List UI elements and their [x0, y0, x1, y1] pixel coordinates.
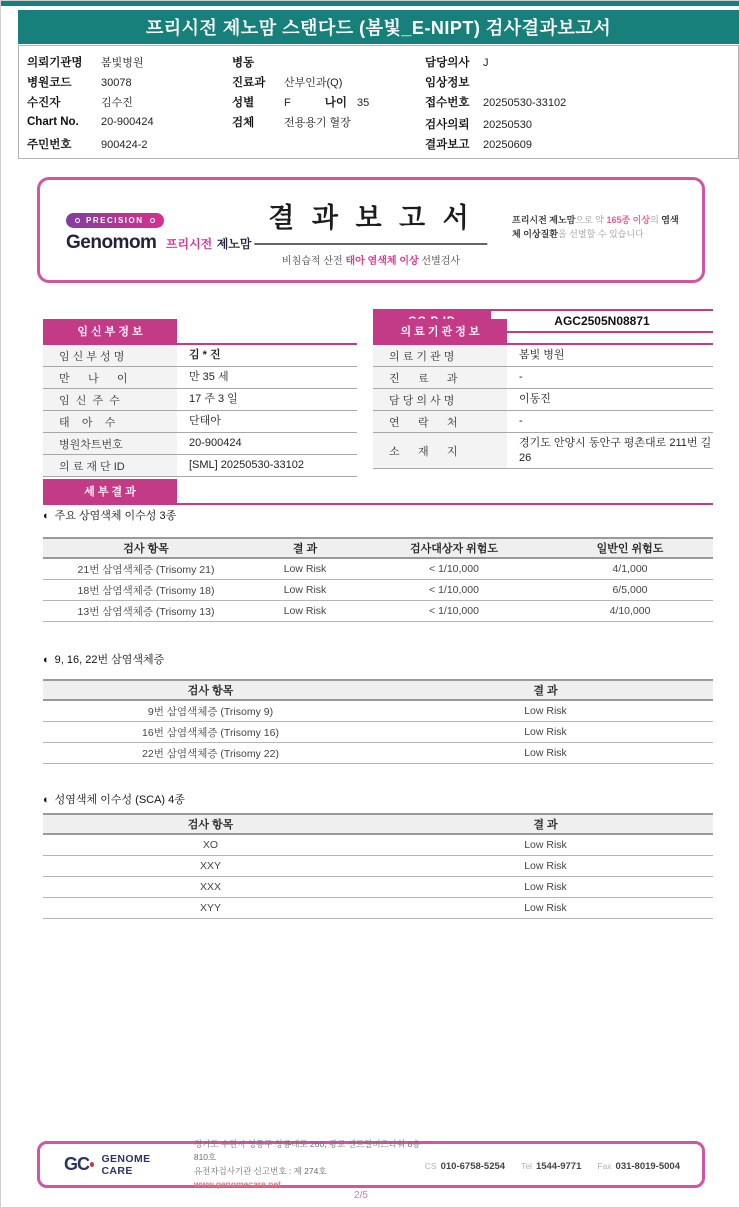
clinic-info-title: 의 료 기 관 정 보 — [373, 319, 507, 343]
table-header-row — [43, 679, 713, 701]
patient-info-panel — [18, 45, 739, 159]
test-result: Low Risk — [283, 584, 327, 596]
field-label: 나이 — [324, 97, 347, 109]
desc-highlight: 165종 이상 — [606, 215, 651, 225]
patient-row — [27, 116, 154, 136]
section-heading-text: 성염색체 이수성 (SCA) 4종 — [54, 794, 185, 806]
subtitle-text: 비침습적 산전 — [281, 256, 343, 267]
field-label: 의뢰기관명 — [27, 57, 83, 69]
brand-kr-dark: 제노맘 — [216, 237, 252, 251]
subtitle-highlight: 태아 염색체 이상 — [345, 256, 419, 267]
address-line: 경기도 수원시 영통구 창룡대로 260, 광교 센트럴비즈타워 8층 810호 — [193, 1139, 421, 1163]
table-row — [43, 345, 357, 367]
test-result: Low Risk — [283, 605, 327, 617]
column-header: 검사 항목 — [187, 685, 234, 697]
table-row — [43, 559, 713, 580]
row-value: 만 35 세 — [189, 371, 229, 384]
patient-info-col2 — [232, 54, 369, 134]
row-value: - — [519, 371, 523, 384]
test-item: XYY — [199, 902, 221, 914]
field-value: 김수진 — [101, 97, 133, 109]
table-row — [43, 722, 713, 743]
genome-care-name: GENOME CARE — [101, 1152, 151, 1177]
row-value: 17 주 3 일 — [189, 393, 238, 406]
row-value: 20-900424 — [189, 437, 242, 450]
subject-risk: < 1/10,000 — [429, 605, 479, 617]
row-label: 소 재 지 — [373, 433, 507, 468]
patient-row — [27, 136, 154, 156]
section-heading-text: 주요 상염색체 이수성 3종 — [54, 510, 177, 522]
test-result: Low Risk — [524, 839, 567, 851]
contact-value: 1544-9771 — [535, 1160, 582, 1172]
detail-results-title: 세 부 결 과 — [43, 479, 177, 503]
field-value: 35 — [356, 97, 370, 109]
table-header-row — [43, 813, 713, 835]
top-accent-strip — [1, 1, 740, 6]
row-label: 의 료 기 관 명 — [373, 345, 507, 366]
half-circle-bullet-icon: ◐ — [43, 794, 50, 806]
test-item: 22번 삼염색체증 (Trisomy 22) — [142, 747, 279, 760]
section-heading-text: 9, 16, 22번 삼염색체증 — [54, 654, 165, 666]
detail-results-header — [43, 479, 713, 505]
row-value: 김 * 진 — [189, 349, 221, 362]
page-number: 2/5 — [354, 1190, 368, 1201]
contact-label: CS — [424, 1160, 437, 1171]
field-label: 주민번호 — [27, 139, 72, 151]
test-item: XXY — [199, 860, 221, 872]
field-label: 담당의사 — [425, 57, 470, 69]
test-item: 9번 삼염색체증 (Trisomy 9) — [147, 705, 274, 718]
column-header: 검사대상자 위험도 — [409, 543, 499, 555]
field-value: 20-900424 — [101, 116, 154, 128]
field-value: F — [284, 97, 291, 109]
field-label: 성별 — [232, 97, 255, 109]
patient-info-col3 — [425, 54, 566, 156]
test-result: Low Risk — [524, 726, 567, 738]
desc-text: 을 선별할 수 있습니다 — [557, 228, 644, 239]
precision-badge — [66, 213, 164, 228]
test-item: 16번 삼염색체증 (Trisomy 16) — [142, 726, 279, 739]
table-row — [373, 389, 713, 411]
mother-info-title: 임 신 부 정 보 — [43, 319, 177, 343]
row-label: 연 락 처 — [373, 411, 507, 432]
genome-care-logo-icon — [64, 1153, 176, 1177]
row-value: 경기도 안양시 동안구 평촌대로 211번 길 26 — [519, 437, 712, 464]
field-value: 900424-2 — [101, 139, 148, 151]
table-row — [373, 433, 713, 469]
patient-row — [425, 94, 566, 114]
gc-monogram: GC — [64, 1154, 89, 1174]
test-result: Low Risk — [524, 705, 567, 717]
row-value: 이동진 — [519, 393, 551, 406]
table-row — [373, 411, 713, 433]
field-label: 진료과 — [232, 77, 266, 89]
table-row — [43, 877, 713, 898]
table-row — [43, 389, 357, 411]
table-row — [43, 433, 357, 455]
brand-kr-pink: 프리시전 — [165, 237, 213, 251]
patient-row — [232, 74, 369, 94]
field-value: 봄빛병원 — [101, 57, 144, 69]
desc-text: 으로 약 — [575, 215, 607, 225]
brand-name: Genomom — [66, 232, 157, 253]
table-row — [43, 601, 713, 622]
patient-row — [425, 136, 566, 156]
test-item: 18번 삼염색체증 (Trisomy 18) — [77, 584, 215, 597]
footer-contacts — [425, 1156, 680, 1174]
row-label: 병원차트번호 — [43, 433, 177, 454]
half-circle-bullet-icon: ◐ — [43, 654, 50, 666]
contact-item — [521, 1156, 581, 1174]
table-row — [43, 580, 713, 601]
table-row — [43, 898, 713, 919]
contact-item — [597, 1156, 680, 1174]
field-value: 20250530 — [483, 119, 532, 131]
field-value: 전용용기 혈장 — [284, 117, 351, 129]
patient-row — [232, 94, 369, 114]
contact-item — [425, 1156, 505, 1174]
autosome-trisomy-table — [43, 537, 713, 622]
report-title-bar — [18, 10, 739, 44]
population-risk: 6/5,000 — [612, 584, 648, 596]
row-value: - — [519, 415, 523, 428]
table-row — [43, 411, 357, 433]
test-result: Low Risk — [524, 902, 567, 914]
page-title: 프리시전 제노맘 스탠다드 (봄빛_E-NIPT) 검사결과보고서 — [145, 18, 612, 38]
contact-label: Fax — [597, 1160, 612, 1171]
section-heading — [43, 651, 164, 667]
report-heading-block — [254, 196, 487, 267]
patient-row — [232, 54, 369, 74]
table-row — [373, 367, 713, 389]
report-subtitle — [254, 252, 487, 267]
half-circle-bullet-icon: ◐ — [43, 510, 50, 522]
patient-row — [27, 74, 154, 94]
registration-line: 유전자검사기관 신고번호 : 제 274호 — [193, 1165, 327, 1176]
section-heading — [43, 791, 185, 807]
column-header: 결 과 — [533, 685, 558, 697]
desc-text: 의 — [650, 215, 659, 225]
other-trisomy-table — [43, 679, 713, 764]
row-label: 담 당 의 사 명 — [373, 389, 507, 410]
clinic-info-table — [373, 319, 713, 469]
test-item: XO — [202, 839, 219, 851]
field-label: 병원코드 — [27, 77, 72, 89]
row-value: 단태아 — [189, 415, 221, 428]
report-heading: 결 과 보 고 서 — [254, 196, 487, 245]
patient-row — [27, 54, 154, 74]
patient-row — [425, 74, 566, 94]
footer-panel — [37, 1141, 705, 1188]
subject-risk: < 1/10,000 — [429, 584, 479, 596]
table-row — [43, 835, 713, 856]
row-label: 만 나 이 — [43, 367, 177, 388]
mother-info-table — [43, 319, 357, 477]
ring-icon — [150, 218, 155, 223]
patient-row — [232, 114, 369, 134]
red-dot-icon — [90, 1162, 94, 1167]
population-risk: 4/10,000 — [609, 605, 651, 617]
contact-label: Tel — [521, 1160, 532, 1171]
field-label: 수진자 — [27, 97, 61, 109]
test-item: 13번 삼염색체증 (Trisomy 13) — [77, 605, 215, 618]
sca-table — [43, 813, 713, 919]
row-label: 임 신 부 성 명 — [43, 345, 177, 366]
table-row — [43, 701, 713, 722]
test-item: XXX — [199, 881, 221, 893]
row-label: 진 료 과 — [373, 367, 507, 388]
row-label: 임 신 주 수 — [43, 389, 177, 410]
patient-row — [425, 54, 566, 74]
gc-p-id-value: AGC2505N08871 — [491, 309, 713, 333]
test-result: Low Risk — [524, 860, 567, 872]
website-link: www.genomecare.net — [193, 1178, 281, 1189]
field-label: 검체 — [232, 117, 255, 129]
ring-icon — [75, 218, 80, 223]
column-header: 검사 항목 — [187, 819, 234, 831]
table-row — [373, 345, 713, 367]
precision-badge-label: PRECISION — [86, 216, 144, 225]
test-result: Low Risk — [524, 747, 567, 759]
subtitle-text: 선별검사 — [421, 256, 461, 267]
table-row — [43, 455, 357, 477]
genomom-logo — [66, 210, 252, 254]
field-value: 산부인과(Q) — [284, 77, 343, 89]
field-label: Chart No. — [27, 116, 79, 128]
row-value: [SML] 20250530-33102 — [189, 459, 304, 472]
banner-description — [512, 214, 684, 242]
table-row — [43, 856, 713, 877]
footer-address — [194, 1138, 425, 1191]
table-row — [43, 367, 357, 389]
row-label: 의 료 재 단 ID — [43, 455, 177, 476]
patient-row — [27, 94, 154, 114]
field-label: 검사의뢰 — [425, 119, 470, 131]
contact-value: 010-6758-5254 — [440, 1160, 506, 1172]
table-header-row — [43, 537, 713, 559]
patient-info-col1 — [27, 54, 154, 156]
field-value: 30078 — [101, 77, 132, 89]
population-risk: 4/1,000 — [612, 563, 648, 575]
field-value: 20250609 — [483, 139, 532, 151]
result-report-banner — [37, 177, 705, 283]
row-value: 봄빛 병원 — [519, 349, 565, 362]
test-result: Low Risk — [524, 881, 567, 893]
desc-bold: 염색체 이상질환 — [512, 215, 679, 239]
field-label: 결과보고 — [425, 139, 470, 151]
column-header: 결 과 — [533, 819, 558, 831]
field-label: 임상정보 — [425, 77, 470, 89]
field-value: J — [483, 57, 489, 69]
test-result: Low Risk — [283, 563, 327, 575]
subject-risk: < 1/10,000 — [429, 563, 479, 575]
patient-row — [425, 116, 566, 136]
test-item: 21번 삼염색체증 (Trisomy 21) — [77, 563, 215, 576]
table-row — [43, 743, 713, 764]
desc-bold: 프리시전 제노맘 — [512, 215, 576, 225]
field-label: 병동 — [232, 57, 255, 69]
column-header: 결 과 — [292, 543, 318, 555]
row-label: 태 아 수 — [43, 411, 177, 432]
contact-value: 031-8019-5004 — [615, 1160, 680, 1172]
field-value: 20250530-33102 — [483, 97, 567, 109]
column-header: 일반인 위험도 — [596, 543, 664, 555]
field-label: 접수번호 — [425, 97, 470, 109]
column-header: 검사 항목 — [123, 543, 169, 555]
section-heading — [43, 507, 176, 523]
